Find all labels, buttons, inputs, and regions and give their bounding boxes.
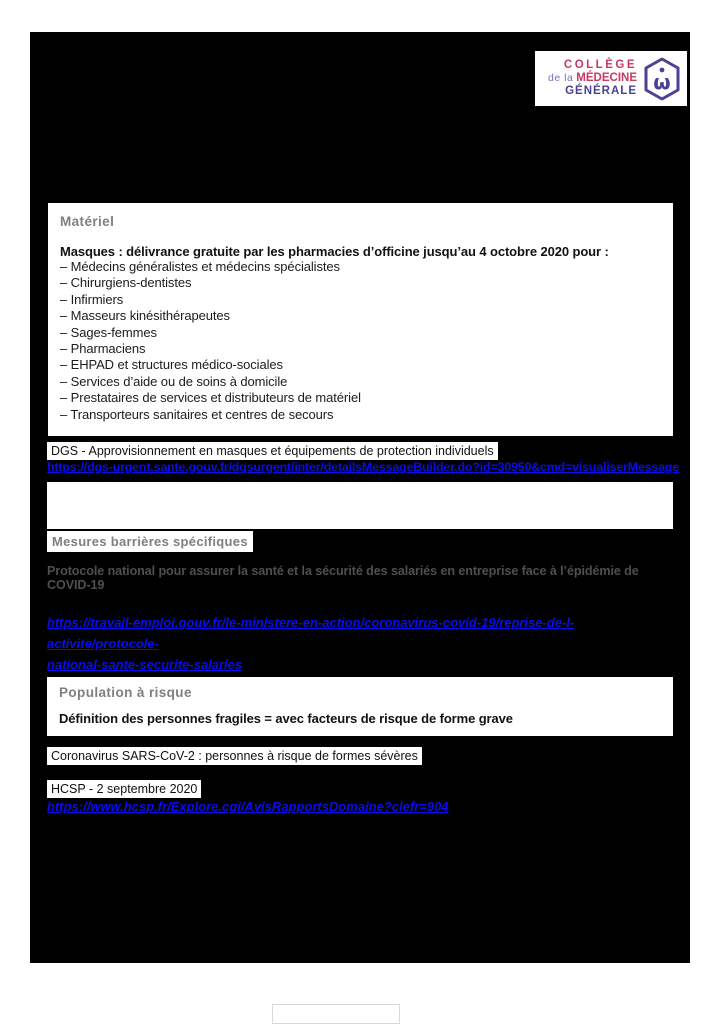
- masques-intro: Masques : délivrance gratuite par les pharmacies d’officine jusqu’au 4 octobre 2020 pour :: [60, 244, 609, 259]
- coronavirus-label-wrap: [47, 747, 422, 765]
- list-item: – Médecins généralistes et médecins spécialistes: [60, 259, 340, 274]
- dgs-link[interactable]: https://dgs-urgent.sante.gouv.fr/dgsurgent/inter/detailsMessageBuilder.do?id=30950&cmd=visualiserMessage: [47, 460, 680, 474]
- hcsp-label-wrap: [47, 780, 201, 798]
- definition-personnes-fragiles: Définition des personnes fragiles = avec facteurs de risque de forme grave: [59, 711, 513, 726]
- population-section: [47, 677, 673, 736]
- materiel-heading: Matériel: [60, 214, 115, 229]
- dgs-label-wrap: [47, 442, 498, 460]
- logo-line-medecine: de la MÉDECINE: [548, 72, 637, 84]
- list-item: – Pharmaciens: [60, 341, 146, 357]
- list-item: – Masseurs kinésithérapeutes: [60, 308, 230, 324]
- list-item: – Chirurgiens-dentistes: [60, 275, 192, 291]
- list-item: – Infirmiers: [60, 291, 124, 307]
- mesures-heading-wrap: [47, 531, 253, 552]
- list-item: – Prestataires de services et distributeurs de matériel: [60, 390, 361, 406]
- dgs-label: DGS - Approvisionnement en masques et équipements de protection individuels: [47, 442, 498, 460]
- mesures-heading: Mesures barrières spécifiques: [47, 531, 253, 552]
- cmg-logo-text: [548, 59, 637, 98]
- list-item: – Sages-femmes: [60, 324, 157, 340]
- list-item: – Transporteurs sanitaires et centres de secours: [60, 406, 334, 422]
- materiel-section: [48, 203, 673, 436]
- travail-emploi-link-line1: https://travail-emploi.gouv.fr/le-ministere-en-action/coronavirus-covid-19/reprise-de-l-activite/protocole-: [47, 615, 575, 651]
- svg-text:ω: ω: [653, 69, 671, 94]
- empty-text-box: [47, 482, 673, 529]
- coronavirus-label: Coronavirus SARS-CoV-2 : personnes à risque de formes sévères: [47, 747, 422, 765]
- population-heading: Population à risque: [59, 685, 192, 700]
- travail-emploi-link-line2: national-sante-securite-salaries: [47, 657, 243, 672]
- logo-line-dela: de la: [548, 72, 574, 84]
- hcsp-label: HCSP - 2 septembre 2020: [47, 780, 201, 798]
- cmg-logo: [535, 51, 687, 106]
- logo-line-college: COLLÈGE: [563, 59, 637, 71]
- protocole-subtitle: Protocole national pour assurer la santé et la sécurité des salariés en entreprise face à l’épidémie de COVID-19: [47, 564, 639, 592]
- hcsp-link[interactable]: https://www.hcsp.fr/Explore.cgi/AvisRapportsDomaine?clefr=904: [47, 799, 449, 814]
- travail-emploi-link[interactable]: [47, 612, 673, 675]
- cmg-hexagon-icon: [641, 56, 683, 102]
- next-page-text-frame: [272, 1004, 400, 1024]
- list-item: – Services d’aide ou de soins à domicile: [60, 373, 288, 389]
- logo-line-generale: GÉNÉRALE: [565, 85, 637, 97]
- list-item: – EHPAD et structures médico-sociales: [60, 357, 283, 373]
